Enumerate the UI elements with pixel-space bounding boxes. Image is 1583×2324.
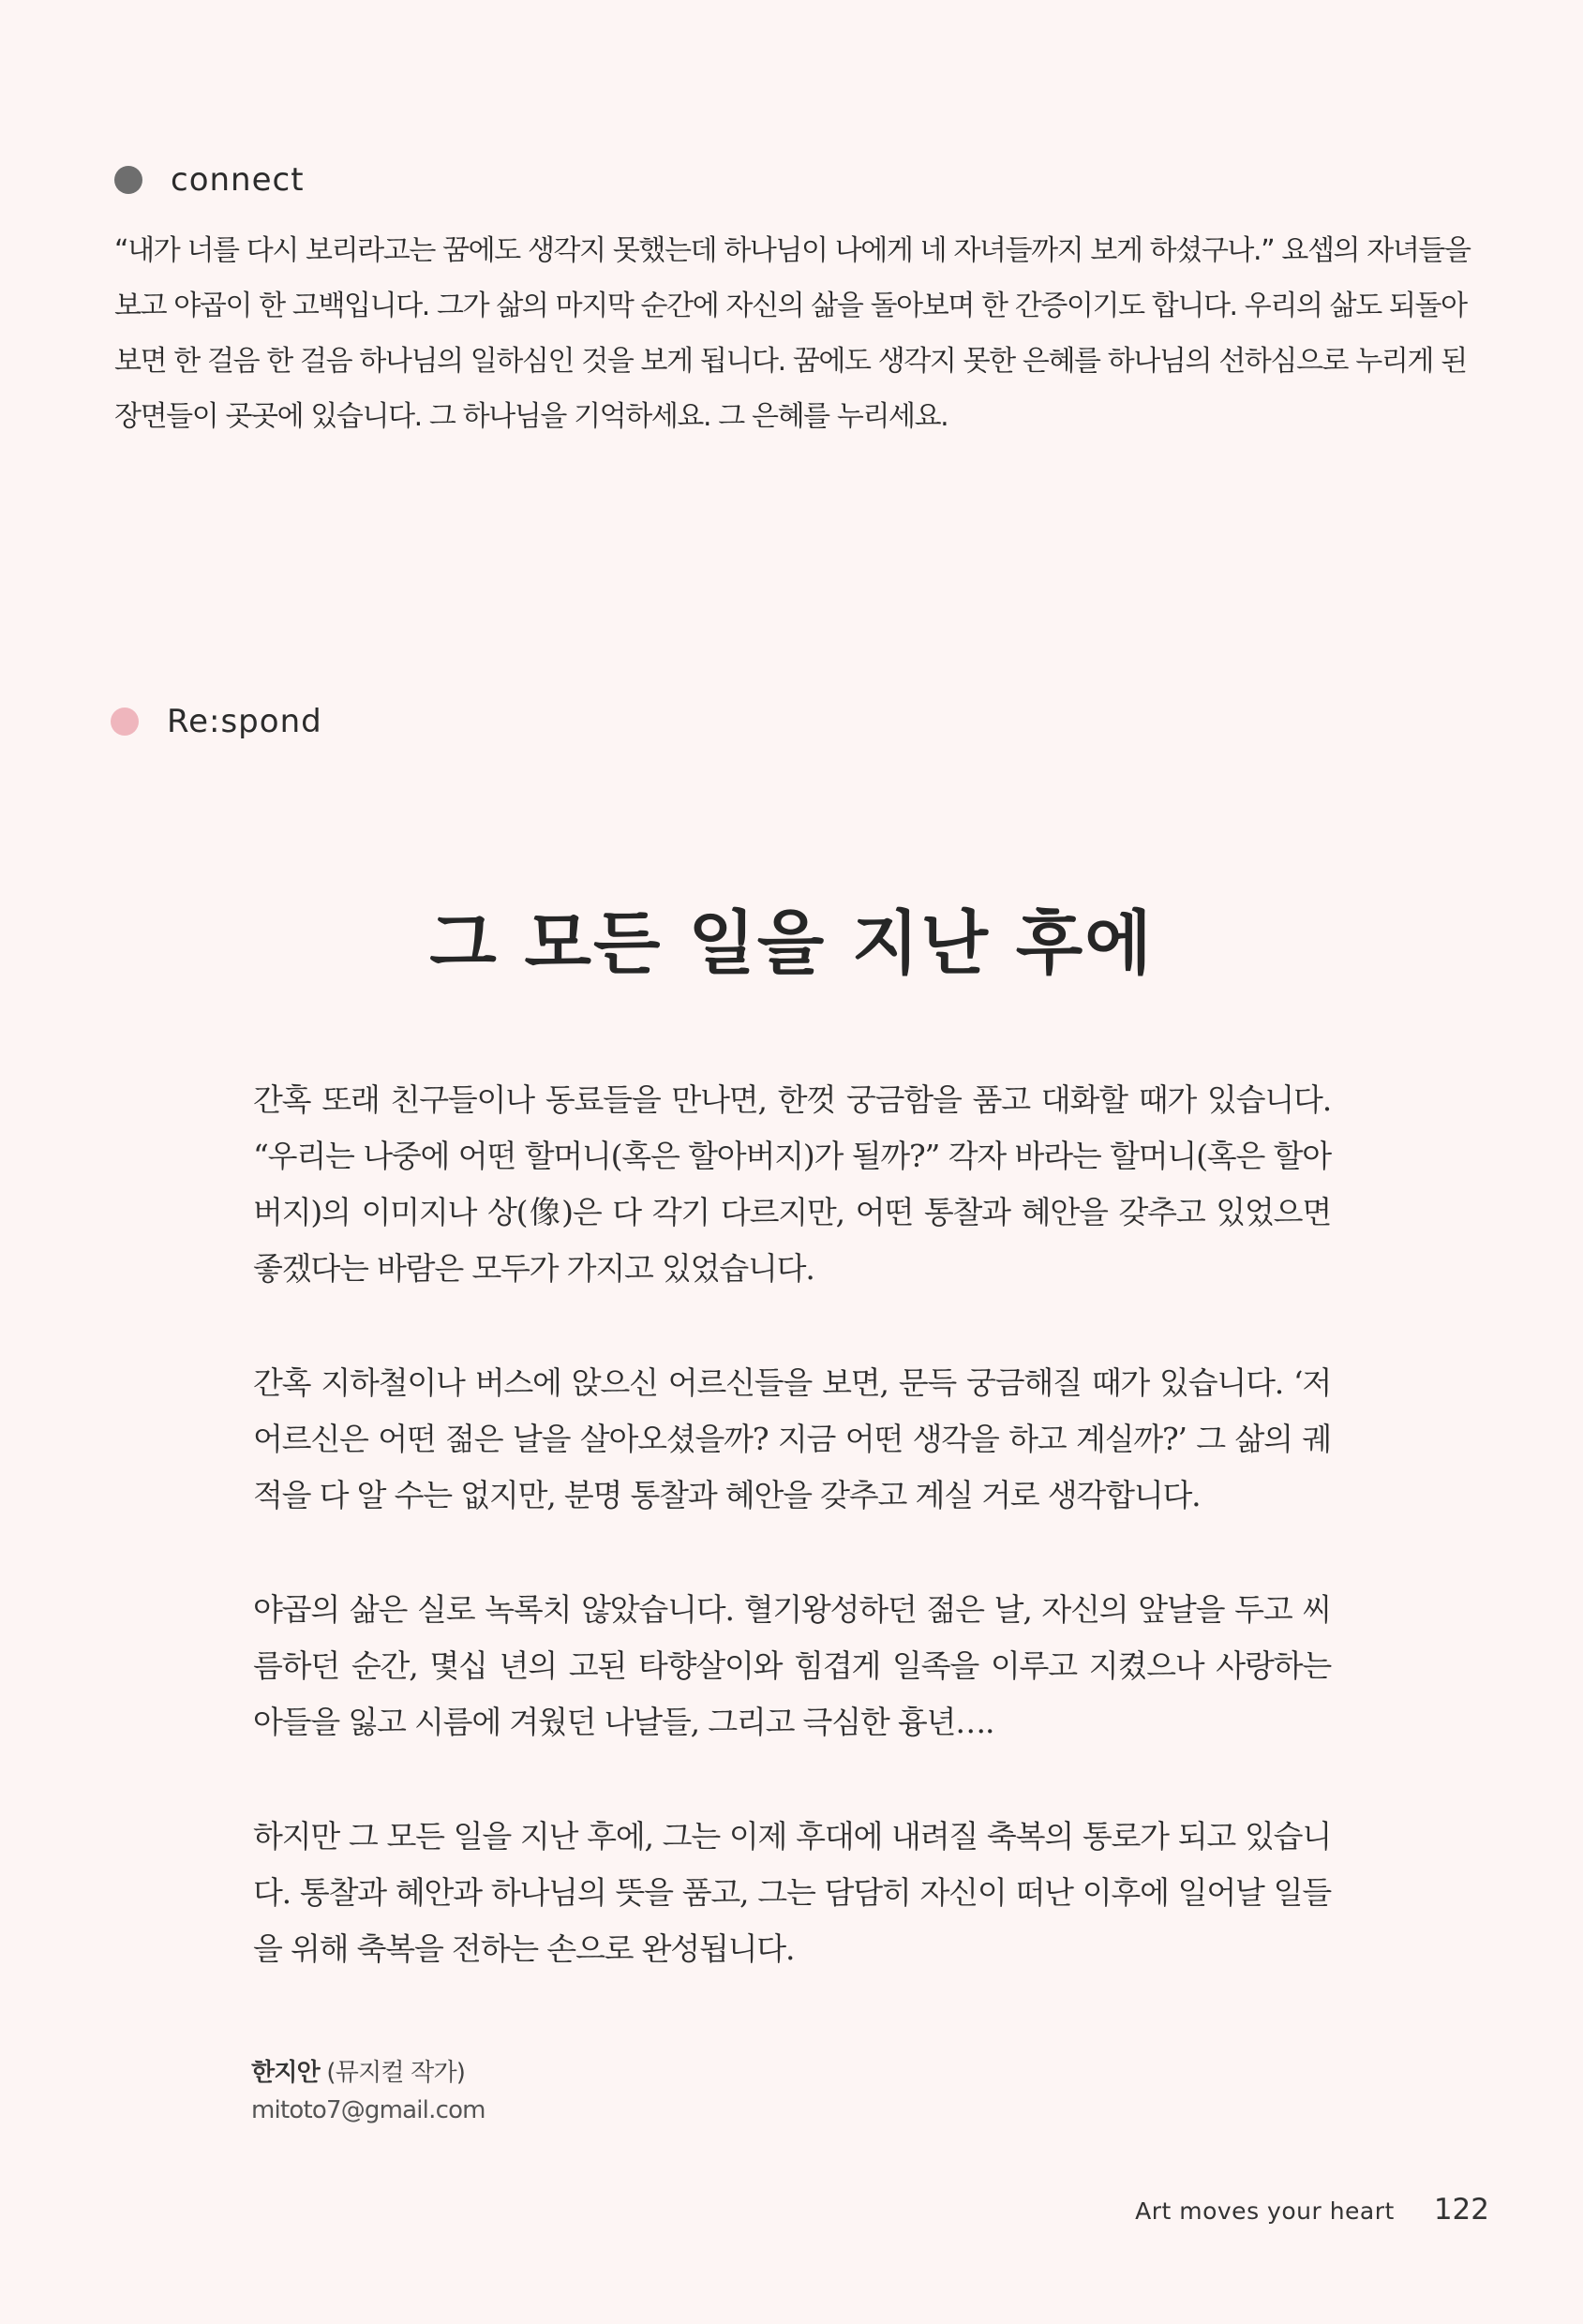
author-email: mitoto7@gmail.com <box>251 2096 485 2124</box>
essay-paragraph-4: 하지만 그 모든 일을 지난 후에, 그는 이제 후대에 내려질 축복의 통로가 되고 있습니다. 통찰과 혜안과 하나님의 뜻을 품고, 그는 담담히 자신이 떠난 이후에 일어날 일들을 위해 축복을 전하는 손으로 완성됩니다. <box>253 1818 1331 1967</box>
author-info <box>251 2054 485 2129</box>
page-footer <box>1135 2193 1489 2227</box>
respond-heading-label: Re:spond <box>167 703 322 740</box>
essay-title: 그 모든 일을 지난 후에 <box>429 903 1154 984</box>
essay-body <box>253 1072 1331 2035</box>
author-line <box>251 2054 485 2092</box>
essay-paragraph-1: 간혹 또래 친구들이나 동료들을 만나면, 한껏 궁금함을 품고 대화할 때가 있습니다. “우리는 나중에 어떤 할머니(혹은 할아버지)가 될까?” 각자 바라는 할머니(혹은 할아버지)의 이미지나 상(像)은 다 각기 다르지만, 어떤 통찰과 혜안을 갖추고 있었으면 좋겠다는 바람은 모두가 가지고 있었습니다. <box>253 1081 1331 1287</box>
connect-bullet-icon <box>114 166 142 194</box>
respond-heading <box>111 703 322 740</box>
connect-text: “내가 너를 다시 보리라고는 꿈에도 생각지 못했는데 하나님이 나에게 네 자녀들까지 보게 하셨구나.” 요셉의 자녀들을 보고 야곱이 한 고백입니다. 그가 삶의 마지막 순간에 자신의 삶을 돌아보며 한 간증이기도 합니다. 우리의 삶도 되돌아보면 한 걸음 한 걸음 하나님의 일하심인 것을 보게 됩니다. 꿈에도 생각지 못한 은혜를 하나님의 선하심으로 누리게 된 장면들이 곳곳에 있습니다. 그 하나님을 기억하세요. 그 은혜를 누리세요. <box>114 234 1471 433</box>
footer-tagline: Art moves your heart <box>1135 2197 1395 2225</box>
page-number: 122 <box>1433 2193 1489 2227</box>
connect-heading-label: connect <box>171 161 305 199</box>
author-name: 한지안 <box>251 2059 320 2087</box>
respond-bullet-icon <box>111 708 139 736</box>
connect-heading <box>114 161 305 199</box>
essay-paragraph-3: 야곱의 삶은 실로 녹록치 않았습니다. 혈기왕성하던 젊은 날, 자신의 앞날을 두고 씨름하던 순간, 몇십 년의 고된 타향살이와 힘겹게 일족을 이루고 지켰으나 사랑하는 아들을 잃고 시름에 겨웠던 나날들, 그리고 극심한 흉년…. <box>253 1591 1331 1740</box>
essay-paragraph-2: 간혹 지하철이나 버스에 앉으신 어르신들을 보면, 문득 궁금해질 때가 있습니다. ‘저 어르신은 어떤 젊은 날을 살아오셨을까? 지금 어떤 생각을 하고 계실까?’ 그 삶의 궤적을 다 알 수는 없지만, 분명 통찰과 혜안을 갖추고 계실 거로 생각합니다. <box>253 1364 1331 1513</box>
author-role: (뮤지컬 작가) <box>319 2059 466 2087</box>
